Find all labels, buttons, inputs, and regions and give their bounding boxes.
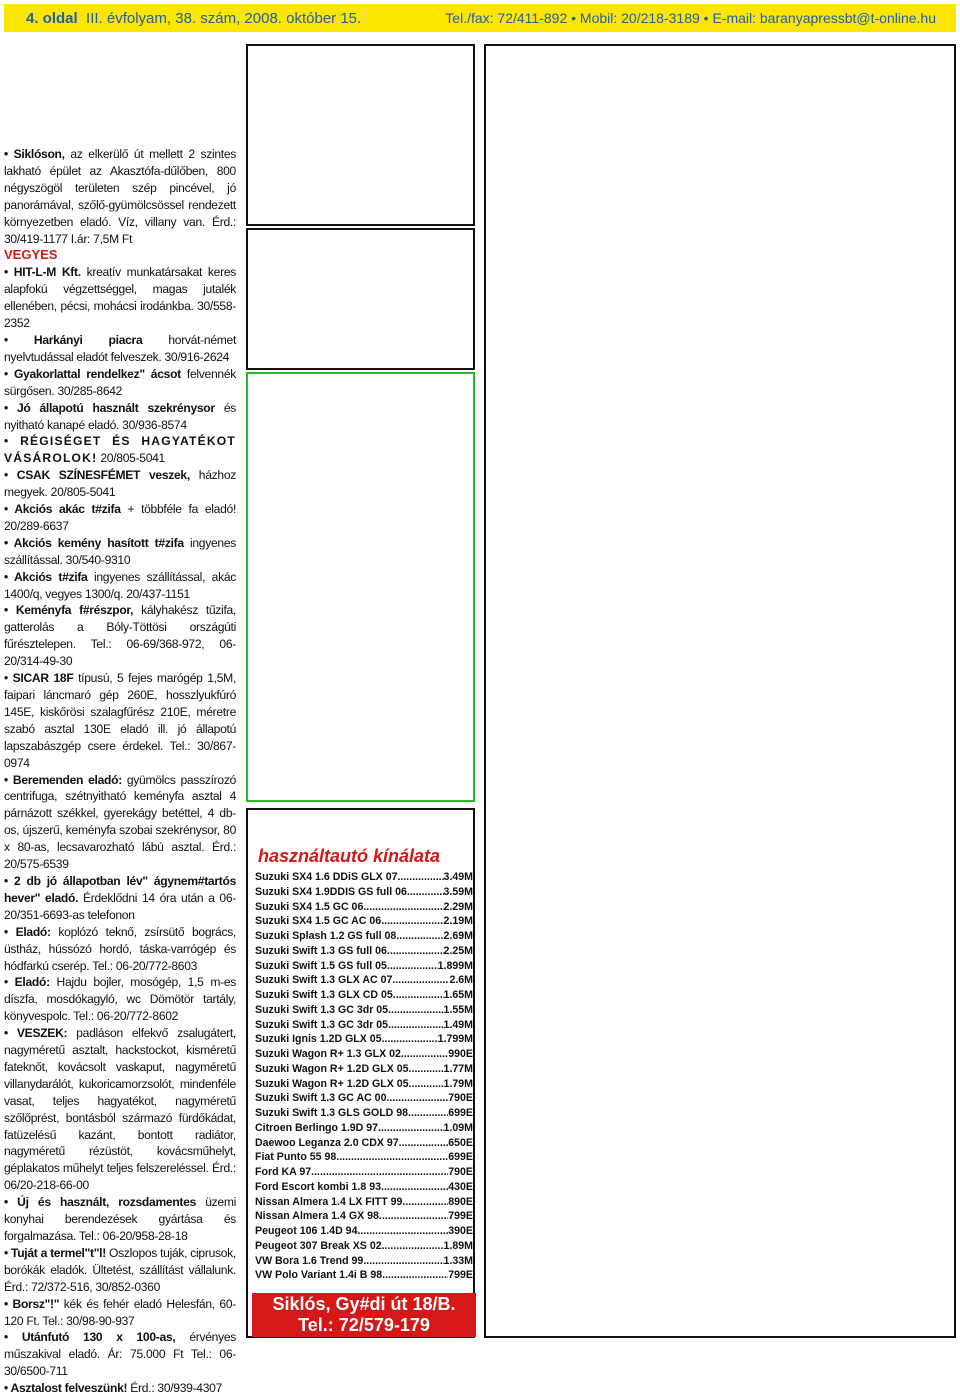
car-price: 2.6M — [449, 974, 473, 987]
ad-lead: • 2 db jó állapotban lév" ágynem#tartós hever" eladó. — [4, 873, 236, 905]
leader-dots — [384, 1180, 448, 1195]
car-price: 790E — [448, 1092, 473, 1105]
car-name: Nissan Almera 1.4 GX 98. — [255, 1210, 382, 1223]
car-name: Suzuki Swift 1.3 GC 3dr 05. — [255, 1003, 391, 1016]
ad-text: házhoz megyek. 20/805-5041 — [4, 468, 236, 500]
car-row — [255, 914, 473, 929]
ad-item — [4, 264, 236, 332]
ad-text: Érd.: 30/939-4307 — [127, 1381, 223, 1396]
car-name: Suzuki SX4 1.6 DDiS GLX 07. — [255, 871, 401, 883]
car-offer-title: használtautó kínálata — [258, 846, 441, 866]
ad-lead: • CSAK SZÍNESFÉMET veszek, — [4, 468, 190, 483]
car-price: 1.899M — [437, 959, 473, 972]
ad-text: gyümölcs passzírozó centrifuga, szétnyitható keményfa asztal 4 párnázott székkel, gyerekágy betéttel, 4 db-os, újszerű, keményfa szobai szekrénysor, 80 x 80-as, lecsavarozható lábú asztal. Érd.: 20/575-6539 — [4, 772, 236, 872]
car-row — [255, 1091, 473, 1106]
leader-dots — [381, 1121, 444, 1136]
ad-text: kreatív munkatársakat keres alapfokú végzettséggel, magas jutalék ellenében, pécsi, mohácsi irodánkba. 30/558-2352 — [4, 265, 236, 331]
car-row — [255, 1254, 473, 1269]
dealer-address: Siklós, Gy#di út 18/B. — [272, 1294, 456, 1314]
car-price: 1.65M — [443, 989, 473, 1001]
car-row — [255, 1150, 473, 1165]
car-price: 699E — [448, 1107, 473, 1119]
car-row — [255, 929, 473, 944]
car-row — [255, 1224, 473, 1239]
ad-lead: • Akciós t#zifa — [4, 569, 88, 584]
leader-dots — [405, 1195, 448, 1210]
leader-dots — [385, 1032, 438, 1047]
ad-item — [4, 772, 236, 873]
ad-text: + többféle fa eladó! 20/289-6637 — [4, 502, 237, 533]
ad-item — [4, 873, 236, 924]
car-price: 3.49M — [443, 871, 473, 883]
ad-text: horvát-német nyelvtudással eladót felveszek. 30/916-2624 — [4, 332, 237, 364]
car-name: Daewoo Leganza 2.0 CDX 97. — [255, 1136, 402, 1149]
ad-lead: • Beremenden eladó: — [4, 772, 122, 787]
car-row — [255, 1195, 473, 1210]
car-row — [255, 1032, 473, 1047]
ad-text: Hajdu bojler, mosógép, 1,5 m-es díszfa, mosdókagyló, wc Dömötör tartály, könyvespolc. Tel.: 06-20/772-8602 — [4, 975, 236, 1024]
car-row — [255, 885, 473, 900]
car-price: 990E — [448, 1048, 473, 1060]
leader-dots — [385, 1268, 448, 1283]
car-name: Suzuki Swift 1.3 GLX CD 05. — [255, 989, 396, 1001]
leader-dots — [396, 988, 444, 1003]
ad-item — [4, 146, 236, 247]
volume-info: III. évfolyam, 38. szám, 2008. október 15. — [86, 9, 362, 27]
ad-lead: • Eladó: — [4, 924, 51, 939]
car-row — [255, 1018, 473, 1033]
car-row — [255, 1165, 473, 1180]
leader-dots — [360, 1224, 448, 1239]
ad-lead: • Gyakorlattal rendelkez" ácsot — [4, 366, 181, 381]
ad-lead: • HIT-L-M Kft. — [4, 265, 81, 280]
leader-dots — [411, 1106, 448, 1121]
ad-lead: • RÉGISÉGET ÉS HAGYATÉKOT VÁSÁROLOK! — [4, 434, 236, 466]
car-row — [255, 1047, 473, 1062]
ad-item — [4, 974, 236, 1025]
leader-dots — [314, 1165, 448, 1180]
ad-lead: • Siklóson, — [4, 147, 65, 161]
car-row — [255, 1121, 473, 1136]
page-number: 4. oldal — [26, 9, 78, 27]
ad-item — [4, 670, 236, 771]
car-price: 1.55M — [443, 1003, 473, 1016]
leader-dots — [389, 1091, 448, 1106]
car-price: 3.59M — [443, 885, 473, 898]
car-name: VW Polo Variant 1.4i B 98. — [255, 1269, 386, 1282]
car-row — [255, 1239, 473, 1254]
car-price: 1.77M — [443, 1062, 473, 1075]
car-row — [255, 944, 473, 959]
car-price: 2.19M — [443, 915, 473, 928]
ad-lead: • SICAR 18F — [4, 671, 74, 686]
car-row — [255, 1268, 473, 1283]
car-price: 1.33M — [443, 1254, 473, 1267]
car-price: 790E — [448, 1166, 473, 1178]
car-name: Nissan Almera 1.4 LX FITT 99. — [255, 1195, 406, 1208]
ad-lead: • Akciós kemény hasított t#zifa — [4, 535, 184, 550]
car-name: Fiat Punto 55 98. — [255, 1151, 340, 1164]
dealer-phone: Tel.: 72/579-179 — [298, 1315, 430, 1335]
car-price: 2.29M — [443, 900, 473, 913]
car-name: Suzuki Wagon R+ 1.3 GLX 02. — [255, 1048, 404, 1060]
car-row — [255, 1077, 473, 1092]
car-name: Suzuki Swift 1.3 GC 3dr 05. — [255, 1018, 391, 1031]
ad-item — [4, 400, 236, 434]
car-row — [255, 973, 473, 988]
ad-text: kályhakész tűzifa, gatterolás a Bóly-Töttösi országúti fűrésztelepen. Tel.: 06-69/368-972, 06-20/314-49-30 — [4, 603, 236, 669]
car-row — [255, 870, 473, 885]
car-price: 390E — [448, 1225, 473, 1237]
car-price: 890E — [448, 1195, 473, 1208]
ad-box-green — [246, 372, 475, 802]
ad-box-right-large — [484, 44, 956, 1338]
ad-item — [4, 467, 236, 501]
car-name: Suzuki SX4 1.9DDIS GS full 06. — [255, 885, 410, 898]
leader-dots — [366, 1254, 443, 1269]
leader-dots — [366, 900, 443, 915]
car-name: Suzuki Swift 1.5 GS full 05. — [255, 959, 390, 972]
ad-item — [4, 602, 236, 670]
car-price: 1.89M — [443, 1239, 473, 1252]
car-row — [255, 1209, 473, 1224]
leader-dots — [382, 1209, 448, 1224]
ad-lead: • Eladó: — [4, 975, 50, 990]
car-row — [255, 988, 473, 1003]
ad-item — [4, 1025, 236, 1194]
car-name: Suzuki Swift 1.3 GLX AC 07. — [255, 974, 396, 987]
leader-dots — [390, 944, 444, 959]
leader-dots — [402, 1136, 449, 1151]
car-name: Ford KA 97. — [255, 1166, 315, 1178]
car-price: 799E — [448, 1210, 473, 1223]
ad-item — [4, 332, 236, 366]
ad-item — [4, 924, 236, 975]
leader-dots — [384, 914, 443, 929]
ad-lead: • Tuját a termel"t"l! — [4, 1245, 106, 1260]
ad-text: padláson elfekvő zsalugátert, nagyméretű asztalt, hackstockot, kisméretű fateknőt, kovácsolt vaskaput, nagyméretű villanydarálót, kukoricamorzsolót, mindenféle vasat, teljes hagyatékot, nagyméretű szőlőprést, bontásból származó fürdőkádat, fatüzelésű kazánt, bontott radiátor, nagyméretű rézüstöt, kovácsműhelyt, géplakatos műhelyt teljes felszereléssel. Érd.: 06/20-218-66-00 — [4, 1026, 236, 1193]
car-row — [255, 1136, 473, 1151]
contact-info: Tel./fax: 72/411-892 • Mobil: 20/218-3189 • E-mail: baranyapressbt@t-online.hu — [445, 10, 936, 26]
car-row — [255, 1180, 473, 1195]
ad-lead: • VESZEK: — [4, 1026, 68, 1041]
car-name: Suzuki SX4 1.5 GC 06. — [255, 900, 367, 913]
car-name: Suzuki Ignis 1.2D GLX 05. — [255, 1033, 385, 1046]
ad-lead: • Utánfutó 130 x 100-as, — [4, 1330, 176, 1345]
ad-text: ingyenes szállítással. 30/540-9310 — [4, 535, 236, 567]
leader-dots — [395, 973, 449, 988]
car-row — [255, 1003, 473, 1018]
car-price: 1.79M — [443, 1077, 473, 1090]
car-name: Ford Escort kombi 1.8 93. — [255, 1180, 384, 1193]
leader-dots — [400, 870, 443, 885]
ad-lead: • Akciós akác t#zifa — [4, 502, 121, 517]
leader-dots — [412, 1077, 444, 1092]
ad-lead: • Asztalost felveszünk! — [4, 1381, 128, 1396]
car-name: Suzuki Swift 1.3 GC AC 00. — [255, 1092, 390, 1105]
car-name: Suzuki SX4 1.5 GC AC 06. — [255, 915, 385, 928]
ad-text: Oszlopos tuják, ciprusok, borókák eladók. Ültetést, szállítást vállalunk. Érd.: 72/372-516, 30/852-0360 — [4, 1245, 236, 1294]
ad-box-top-middle — [246, 44, 475, 226]
leader-dots — [385, 1239, 444, 1254]
car-row — [255, 900, 473, 915]
car-name: Suzuki Swift 1.3 GLS GOLD 98. — [255, 1107, 411, 1119]
ad-lead: • Harkányi piacra — [4, 332, 143, 347]
car-row — [255, 1062, 473, 1077]
leader-dots — [391, 1018, 444, 1033]
car-row — [255, 1106, 473, 1121]
ad-text: az elkerülő út mellett 2 szintes lakható épület az Akasztófa-dűlőben, 800 négyszögöl területen szép pincével, jó panorámával, szőlő-gyümölcsössel rendezett környezetben eladó. Víz, villany van. Érd.: 30/419-1177 I.ár: 7,5M Ft — [4, 147, 236, 246]
car-price: 1.49M — [443, 1018, 473, 1031]
car-name: Peugeot 106 1.4D 94. — [255, 1225, 361, 1237]
ad-text: ingyenes szállítással, akác 1400/q, vegyes 1300/q. 20/437-1151 — [4, 569, 236, 601]
car-name: Suzuki Wagon R+ 1.2D GLX 05. — [255, 1077, 412, 1090]
ad-text: kék és fehér eladó Helesfán, 60-120 Ft. Tel.: 30/98-90-937 — [4, 1296, 236, 1328]
issue-info — [26, 10, 361, 27]
car-name: Citroen Berlingo 1.9D 97. — [255, 1121, 381, 1134]
car-name: Suzuki Splash 1.2 GS full 08. — [255, 930, 400, 942]
leader-dots — [339, 1150, 448, 1165]
ad-text: üzemi konyhai berendezések gyártása és forgalmazása. Tel.: 06-20/958-28-18 — [4, 1195, 236, 1243]
ad-text: felvennék sürgősen. 30/285-8642 — [4, 366, 236, 398]
car-price: 1.09M — [443, 1121, 473, 1134]
ad-lead: • Borsz"!" — [4, 1296, 60, 1311]
car-price: 2.25M — [443, 944, 473, 957]
car-name: Suzuki Swift 1.3 GS full 06. — [255, 944, 390, 957]
ad-item — [4, 1245, 236, 1296]
ad-text: 20/805-5041 — [97, 451, 165, 466]
ad-text: típusú, 5 fejes marógép 1,5M, faipari láncmaró gép 260E, hosszlyukfúró 145E, kiskőrösi szalagfűrész 210E, méretre szabó asztal 130E eladó ill. jó állapotú lapszabászgép csere érdekel. Tel.: 30/867-0974 — [4, 671, 237, 770]
car-name: VW Bora 1.6 Trend 99. — [255, 1254, 367, 1267]
car-price: 430E — [448, 1180, 473, 1193]
ad-lead: • Jó állapotú használt szekrénysor — [4, 400, 215, 415]
car-price: 1.799M — [437, 1033, 473, 1046]
car-price: 799E — [448, 1269, 473, 1282]
leader-dots — [410, 885, 444, 900]
ad-text: Érdeklődni 14 óra után a 06-20/351-6693-as telefonon — [4, 890, 236, 922]
ad-item — [4, 366, 236, 400]
ad-text: érvényes műszakival eladó. Ár: 75.000 Ft Tel.: 06-30/6500-711 — [4, 1330, 237, 1379]
leader-dots — [412, 1062, 444, 1077]
ad-item — [4, 1380, 236, 1397]
ad-item — [4, 433, 236, 467]
ad-text: és nyitható kanapé eladó. 30/936-8574 — [4, 400, 236, 432]
leader-dots — [390, 959, 438, 974]
classified-ads-column — [4, 146, 236, 1397]
ad-lead: • Új és használt, rozsdamentes — [4, 1195, 196, 1210]
ad-item — [4, 1194, 236, 1245]
leader-dots — [404, 1047, 448, 1062]
dealer-address-banner — [252, 1293, 476, 1337]
car-list — [255, 870, 473, 1283]
car-row — [255, 959, 473, 974]
ad-item — [4, 1329, 236, 1380]
ad-item — [4, 1296, 236, 1330]
ad-item — [4, 569, 236, 603]
ad-lead: • Keményfa f#részpor, — [4, 603, 134, 618]
page-header — [4, 4, 956, 32]
leader-dots — [399, 929, 443, 944]
car-price: 699E — [448, 1151, 473, 1164]
car-price: 2.69M — [443, 930, 473, 942]
section-heading: VEGYES — [4, 247, 58, 263]
ad-text: koplózó teknő, zsírsütő bogrács, üstház, hússózó hordó, táska-varrógép és hódfarkú cserép. Tel.: 06-20/772-8603 — [4, 924, 236, 973]
ad-item — [4, 501, 236, 535]
car-name: Peugeot 307 Break XS 02. — [255, 1239, 385, 1252]
ad-item — [4, 535, 236, 569]
car-name: Suzuki Wagon R+ 1.2D GLX 05. — [255, 1062, 412, 1075]
car-price: 650E — [448, 1136, 473, 1149]
leader-dots — [391, 1003, 444, 1018]
ad-box-middle-second — [246, 228, 475, 370]
